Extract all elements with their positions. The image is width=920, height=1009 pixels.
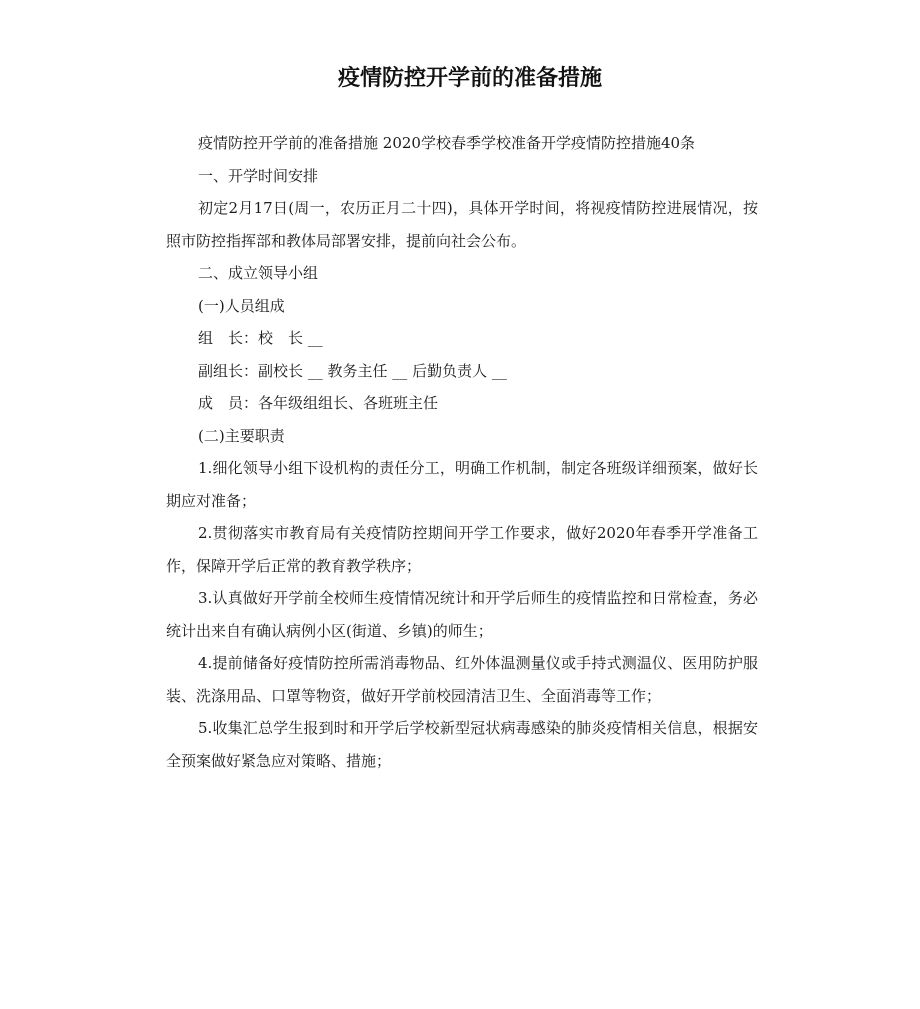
duty-item-5: 5.收集汇总学生报到时和开学后学校新型冠状病毒感染的肺炎疫情相关信息，根据安全预案做好紧急应对策略、措施；: [166, 719, 758, 770]
duty-item-3: 3.认真做好开学前全校师生疫情情况统计和开学后师生的疫情监控和日常检查，务必统计出来自有确认病例小区(街道、乡镇)的师生；: [166, 589, 758, 640]
subheading-duties: (二)主要职责: [198, 426, 285, 445]
duty-item-1: 1.细化领导小组下设机构的责任分工，明确工作机制，制定各班级详细预案，做好长期应对准备；: [166, 459, 758, 510]
duty-item-4: 4.提前储备好疫情防控所需消毒物品、红外体温测量仪或手持式测温仪、医用防护服装、洗涤用品、口罩等物资，做好开学前校园清洁卫生、全面消毒等工作；: [166, 654, 758, 705]
member-staff: 成 员：各年级组组长、各班班主任: [198, 394, 439, 412]
document-title: 疫情防控开学前的准备措施: [337, 66, 602, 91]
document-body: [166, 127, 758, 777]
heading-leadership-group: 二、成立领导小组: [198, 264, 319, 282]
member-leader: 组 长：校 长 __: [198, 329, 323, 347]
subheading-members: (一)人员组成: [198, 296, 285, 315]
member-deputy: 副组长：副校长 __ 教务主任 __ 后勤负责人 __: [198, 361, 507, 380]
duty-item-2: 2.贯彻落实市教育局有关疫情防控期间开学工作要求，做好2020年春季开学准备工作，保障开学后正常的教育教学秩序；: [166, 524, 758, 575]
heading-schedule: 一、开学时间安排: [198, 166, 319, 185]
paragraph-intro: 疫情防控开学前的准备措施 2020学校春季学校准备开学疫情防控措施40条: [198, 134, 696, 152]
paragraph-schedule: 初定2月17日(周一，农历正月二十四)，具体开学时间，将视疫情防控进展情况，按照市防控指挥部和教体局部署安排，提前向社会公布。: [166, 199, 758, 250]
